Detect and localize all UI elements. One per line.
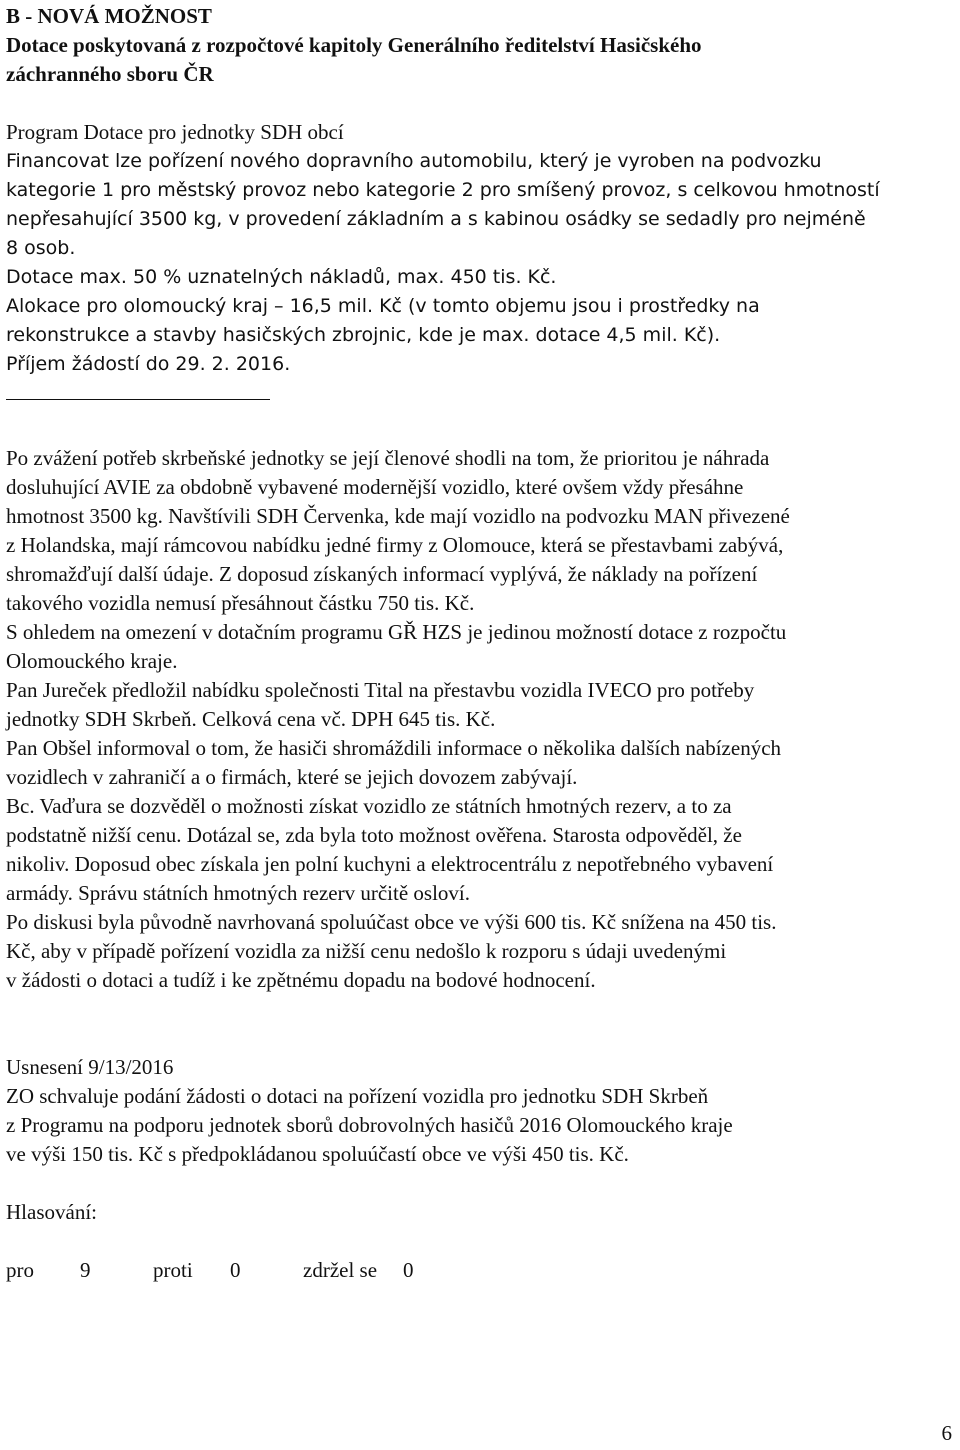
discussion-paragraph: [6, 444, 946, 995]
detail-line: Alokace pro olomoucký kraj – 16,5 mil. Kč (v tomto objemu jsou i prostředky na: [6, 295, 760, 317]
program-line: nepřesahující 3500 kg, v provedení základním a s kabinou osádky se sedadly pro nejméně: [6, 208, 866, 230]
resolution-line: ve výši 150 tis. Kč s předpokládanou spoluúčastí obce ve výši 450 tis. Kč.: [6, 1142, 629, 1166]
section-subtitle-line-1: Dotace poskytovaná z rozpočtové kapitoly Generálního ředitelství Hasičského: [6, 33, 702, 57]
spacer: [6, 1227, 946, 1256]
vote-proti-label: proti: [153, 1258, 193, 1282]
discussion-line: podstatně nižší cenu. Dotázal se, zda byla toto možnost ověřena. Starosta odpověděl, že: [6, 823, 742, 847]
document-page: [6, 2, 946, 1285]
discussion-line: nikoliv. Doposud obec získala jen polní kuchyni a elektrocentrálu z nepotřebného vybavení: [6, 852, 774, 876]
discussion-line: jednotky SDH Skrbeň. Celková cena vč. DPH 645 tis. Kč.: [6, 707, 496, 731]
spacer: [6, 995, 946, 1053]
discussion-line: Pan Obšel informoval o tom, že hasiči shromáždili informace o několika dalších nabízených: [6, 736, 782, 760]
program-line: Financovat lze pořízení nového dopravního automobilu, který je vyroben na podvozku: [6, 150, 822, 172]
discussion-line: hmotnost 3500 kg. Navštívili SDH Červenka, kde mají vozidlo na podvozku MAN přivezené: [6, 504, 790, 528]
program-details: [6, 263, 946, 379]
detail-line: rekonstrukce a stavby hasičských zbrojnic, kde je max. dotace 4,5 mil. Kč).: [6, 324, 721, 346]
page-number: 6: [941, 1421, 952, 1445]
program-line: 8 osob.: [6, 237, 76, 259]
vote-pro-label: pro: [6, 1258, 34, 1282]
resolution-line: ZO schvaluje podání žádosti o dotaci na pořízení vozidla pro jednotku SDH Skrbeň: [6, 1084, 709, 1108]
vote-abstain-value: 0: [403, 1258, 414, 1282]
discussion-line: S ohledem na omezení v dotačním programu GŘ HZS je jedinou možností dotace z rozpočtu: [6, 620, 787, 644]
discussion-line: Po diskusi byla původně navrhovaná spoluúčast obce ve výši 600 tis. Kč snížena na 450 tis.: [6, 910, 777, 934]
vote-results: [6, 1256, 946, 1285]
discussion-line: Bc. Vaďura se dozvěděl o možnosti získat vozidlo ze státních hmotných rezerv, a to za: [6, 794, 732, 818]
spacer: [6, 1169, 946, 1198]
vote-abstain-label: zdržel se: [303, 1258, 378, 1282]
spacer: [6, 89, 946, 118]
discussion-line: Olomouckého kraje.: [6, 649, 178, 673]
section-title: B - NOVÁ MOŽNOST: [6, 4, 212, 28]
resolution-line: z Programu na podporu jednotek sborů dobrovolných hasičů 2016 Olomouckého kraje: [6, 1113, 733, 1137]
discussion-line: armády. Správu státních hmotných rezerv určitě osloví.: [6, 881, 470, 905]
discussion-line: Kč, aby v případě pořízení vozidla za nižší cenu nedošlo k rozporu s údaji uvedenými: [6, 939, 727, 963]
detail-line: Příjem žádostí do 29. 2. 2016.: [6, 353, 291, 375]
discussion-line: vozidlech v zahraničí a o firmách, které se jejich dovozem zabývají.: [6, 765, 578, 789]
discussion-line: Pan Jureček předložil nabídku společnosti Tital na přestavbu vozidla IVECO pro potřeby: [6, 678, 755, 702]
discussion-line: dosluhující AVIE za obdobně vybavené modernější vozidlo, které ovšem vždy přesáhne: [6, 475, 744, 499]
discussion-line: shromažďují další údaje. Z doposud získaných informací vyplývá, že náklady na pořízení: [6, 562, 758, 586]
voting-label: Hlasování:: [6, 1200, 97, 1224]
resolution-heading: Usnesení 9/13/2016: [6, 1055, 174, 1079]
vote-pro-value: 9: [80, 1258, 91, 1282]
discussion-line: Po zvážení potřeb skrbeňské jednotky se její členové shodli na tom, že prioritou je náhrada: [6, 446, 770, 470]
discussion-line: takového vozidla nemusí přesáhnout částku 750 tis. Kč.: [6, 591, 475, 615]
program-title: Program Dotace pro jednotky SDH obcí: [6, 120, 344, 144]
separator-rule: [6, 399, 270, 400]
section-subtitle-line-2: záchranného sboru ČR: [6, 62, 214, 86]
program-description: [6, 118, 946, 263]
detail-line: Dotace max. 50 % uznatelných nákladů, max. 450 tis. Kč.: [6, 266, 557, 288]
discussion-line: z Holandska, mají rámcovou nabídku jedné firmy z Olomouce, která se přestavbami zabývá,: [6, 533, 784, 557]
resolution: [6, 1053, 946, 1285]
discussion-line: v žádosti o dotaci a tudíž i ke zpětnému dopadu na bodové hodnocení.: [6, 968, 596, 992]
program-line: kategorie 1 pro městský provoz nebo kategorie 2 pro smíšený provoz, s celkovou hmotností: [6, 179, 880, 201]
vote-proti-value: 0: [230, 1258, 241, 1282]
